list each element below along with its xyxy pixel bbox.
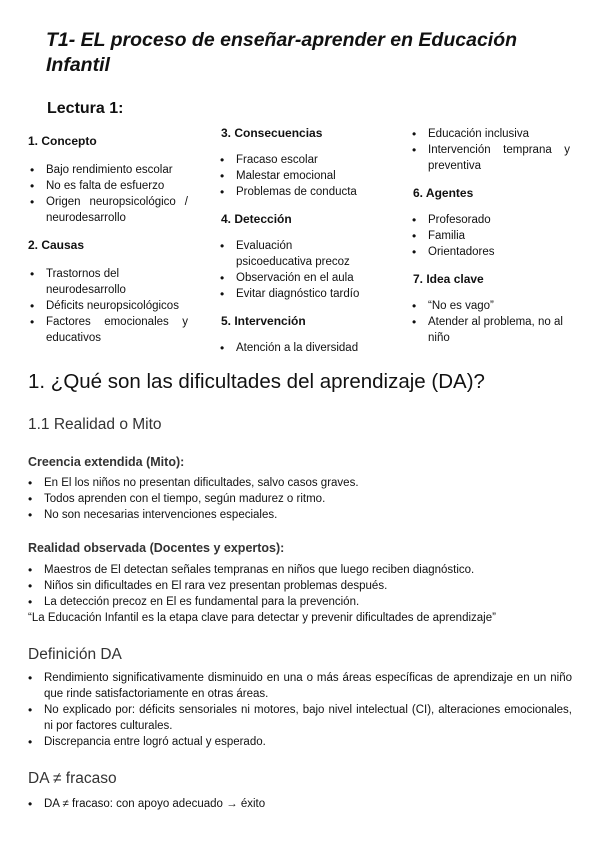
agentes-heading: 6. Agentes bbox=[413, 186, 474, 200]
agentes-list bbox=[410, 212, 570, 260]
list-item: • La detección precoz en El es fundamental para la prevención. bbox=[26, 594, 576, 610]
list-item: • Educación inclusiva bbox=[410, 126, 570, 142]
definicion-heading: Definición DA bbox=[28, 646, 122, 663]
list-item: • Atender al problema, no al niño bbox=[410, 314, 570, 346]
list-item: • Rendimiento significativamente disminuido en una o más áreas específicas de aprendizaje en un niño que rinde satisfactoriamente en otras áreas. bbox=[26, 670, 572, 702]
list-item: • Orientadores bbox=[410, 244, 570, 260]
intervencion-cont-list bbox=[410, 126, 570, 174]
intervencion-heading: 5. Intervención bbox=[221, 314, 306, 328]
realidad-observada-list bbox=[26, 562, 576, 610]
list-item: • Fracaso escolar bbox=[218, 152, 378, 168]
concepto-list bbox=[28, 162, 188, 226]
list-item: • Trastornos del neurodesarrollo bbox=[28, 266, 188, 298]
list-item: • No es falta de esfuerzo bbox=[28, 178, 188, 194]
concepto-heading: 1. Concepto bbox=[28, 134, 97, 148]
idea-clave-heading: 7. Idea clave bbox=[413, 272, 484, 286]
list-item: • Déficits neuropsicológicos bbox=[28, 298, 188, 314]
list-item: • Malestar emocional bbox=[218, 168, 378, 184]
realidad-observada-heading: Realidad observada (Docentes y expertos): bbox=[28, 541, 285, 555]
list-item: • DA ≠ fracaso: con apoyo adecuado → éxito bbox=[26, 796, 572, 812]
list-item: • Intervención temprana y preventiva bbox=[410, 142, 570, 174]
causas-list bbox=[28, 266, 188, 346]
consecuencias-list bbox=[218, 152, 378, 200]
list-item: • Maestros de El detectan señales tempranas en niños que luego reciben diagnóstico. bbox=[26, 562, 576, 578]
realidad-mito-heading: 1.1 Realidad o Mito bbox=[28, 416, 162, 433]
column-3 bbox=[410, 126, 570, 346]
list-item: • Niños sin dificultades en El rara vez presentan problemas después. bbox=[26, 578, 576, 594]
section-heading-da: 1. ¿Qué son las dificultades del aprendizaje (DA)? bbox=[28, 370, 485, 393]
deteccion-list bbox=[218, 238, 378, 302]
consecuencias-heading: 3. Consecuencias bbox=[221, 126, 323, 140]
list-item: • Todos aprenden con el tiempo, según madurez o ritmo. bbox=[26, 491, 576, 507]
list-item: • Familia bbox=[410, 228, 570, 244]
reading-heading: Lectura 1: bbox=[47, 100, 124, 117]
list-item: • Observación en el aula bbox=[218, 270, 378, 286]
list-item: • Profesorado bbox=[410, 212, 570, 228]
da-fracaso-heading: DA ≠ fracaso bbox=[28, 770, 117, 787]
list-item: • En El los niños no presentan dificultades, salvo casos graves. bbox=[26, 475, 576, 491]
key-quote: “La Educación Infantil es la etapa clave para detectar y prevenir dificultades de aprendizaje” bbox=[28, 612, 496, 624]
column-1 bbox=[28, 134, 188, 346]
intervencion-list bbox=[218, 340, 378, 356]
mito-heading: Creencia extendida (Mito): bbox=[28, 455, 185, 469]
idea-clave-list bbox=[410, 298, 570, 346]
list-item: • No explicado por: déficits sensoriales ni motores, bajo nivel intelectual (CI), alteraciones emocionales, ni por factores culturales. bbox=[26, 702, 572, 734]
definicion-list bbox=[26, 670, 572, 750]
page-title: T1- EL proceso de enseñar-aprender en Educación Infantil bbox=[46, 29, 518, 76]
list-item: • Origen neuropsicológico / neurodesarrollo bbox=[28, 194, 188, 226]
list-item: • Bajo rendimiento escolar bbox=[28, 162, 188, 178]
list-item: • Atención a la diversidad bbox=[218, 340, 378, 356]
da-fracaso-list bbox=[26, 796, 572, 812]
mito-list bbox=[26, 475, 576, 523]
list-item: • Evaluación psicoeducativa precoz bbox=[218, 238, 366, 270]
list-item: • “No es vago” bbox=[410, 298, 570, 314]
list-item: • Evitar diagnóstico tardío bbox=[218, 286, 378, 302]
causas-heading: 2. Causas bbox=[28, 238, 85, 252]
list-item: • Problemas de conducta bbox=[218, 184, 378, 200]
column-2 bbox=[218, 126, 378, 356]
list-item: • Factores emocionales y educativos bbox=[28, 314, 188, 346]
list-item: • No son necesarias intervenciones especiales. bbox=[26, 507, 576, 523]
list-item: • Discrepancia entre logró actual y esperado. bbox=[26, 734, 572, 750]
deteccion-heading: 4. Detección bbox=[221, 212, 292, 226]
